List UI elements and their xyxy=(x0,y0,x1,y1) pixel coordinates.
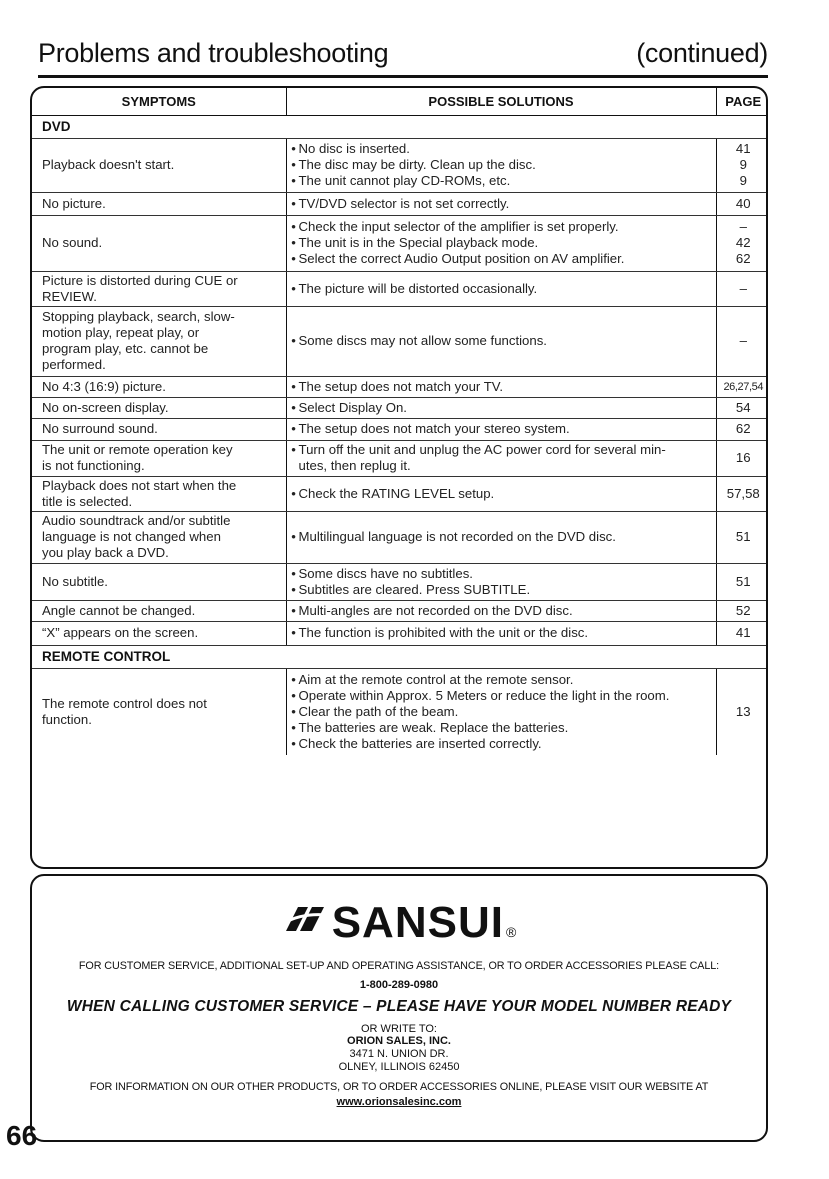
solution-text: utes, then replug it. xyxy=(298,458,411,473)
page-cell xyxy=(716,397,768,418)
write-to-label: OR WRITE TO: xyxy=(361,1023,437,1035)
symptom-line: Audio soundtrack and/or subtitle xyxy=(42,513,231,528)
symptom-line: No surround sound. xyxy=(42,421,158,436)
symptom-line: program play, etc. cannot be xyxy=(42,341,209,356)
continued-label: (continued) xyxy=(636,38,768,68)
solution-line xyxy=(289,736,710,752)
solution-line xyxy=(289,219,710,235)
table-row xyxy=(32,476,768,511)
column-header-symptoms: SYMPTOMS xyxy=(32,88,286,115)
solution-line xyxy=(289,582,710,598)
bullet-icon: • xyxy=(291,719,296,735)
solution-text: Aim at the remote control at the remote sensor. xyxy=(298,671,574,687)
solution-text: The setup does not match your stereo system. xyxy=(298,421,570,436)
symptom-line: No subtitle. xyxy=(42,573,108,589)
header-rule xyxy=(38,75,768,78)
bullet-icon: • xyxy=(291,399,296,415)
table-row xyxy=(32,440,768,476)
section-row xyxy=(32,115,768,138)
solution-line xyxy=(289,672,710,688)
bullet-icon: • xyxy=(291,333,296,348)
bullet-icon: • xyxy=(291,735,296,751)
solution-text: The setup does not match your TV. xyxy=(298,378,504,394)
solution-text: Select Display On. xyxy=(298,399,407,415)
bullet-icon: • xyxy=(291,280,296,296)
symptom-cell xyxy=(32,397,286,418)
symptom-line: No 4:3 (16:9) picture. xyxy=(42,378,166,394)
page-cell xyxy=(716,138,768,192)
symptom-line: The unit or remote operation key xyxy=(42,442,233,457)
symptom-line: language is not changed when xyxy=(42,529,221,544)
symptom-cell xyxy=(32,440,286,476)
contact-panel xyxy=(30,874,768,1142)
bullet-icon: • xyxy=(291,581,296,597)
symptom-cell xyxy=(32,138,286,192)
bullet-icon: • xyxy=(291,378,296,394)
bullet-icon: • xyxy=(291,703,296,719)
solution-line xyxy=(289,603,710,619)
page-reference: 41 xyxy=(735,141,751,156)
solution-cell xyxy=(286,600,716,621)
symptom-line: Playback does not start when the xyxy=(42,477,237,493)
table-row xyxy=(32,621,768,645)
solution-line xyxy=(289,379,710,395)
page-cell xyxy=(716,563,768,600)
solution-cell xyxy=(286,418,716,440)
solution-text: The batteries are weak. Replace the batteries. xyxy=(298,719,569,735)
solution-text: Check the RATING LEVEL setup. xyxy=(298,485,495,501)
solution-text: Subtitles are cleared. Press SUBTITLE. xyxy=(298,581,531,597)
section-row xyxy=(32,645,768,668)
bullet-icon: • xyxy=(291,485,296,501)
solution-cell xyxy=(286,511,716,563)
table-row xyxy=(32,306,768,376)
bullet-icon: • xyxy=(291,195,296,211)
solution-cell xyxy=(286,563,716,600)
table-row xyxy=(32,600,768,621)
table-row xyxy=(32,668,768,755)
page-reference: 51 xyxy=(735,573,751,589)
solution-text: The unit cannot play CD-ROMs, etc. xyxy=(298,173,511,188)
page-reference: 9 xyxy=(739,157,747,172)
solution-cell xyxy=(286,476,716,511)
page-reference: – xyxy=(739,333,747,348)
table-body xyxy=(32,115,768,755)
page-reference: 40 xyxy=(735,195,751,211)
solution-cell xyxy=(286,138,716,192)
section-title: DVD xyxy=(32,115,768,138)
page-cell xyxy=(716,215,768,271)
symptom-line: function. xyxy=(42,711,92,727)
table-row xyxy=(32,376,768,397)
solution-cell xyxy=(286,271,716,306)
solution-text: Some discs have no subtitles. xyxy=(298,565,473,581)
section-title: REMOTE CONTROL xyxy=(32,645,768,668)
sansui-emblem-icon xyxy=(282,901,328,937)
symptom-cell xyxy=(32,476,286,511)
solution-cell xyxy=(286,440,716,476)
page-reference: 26,27,54 xyxy=(723,380,764,393)
bullet-icon: • xyxy=(291,251,296,266)
page-reference: 42 xyxy=(735,235,751,250)
symptom-line: No picture. xyxy=(42,195,106,211)
symptom-line: motion play, repeat play, or xyxy=(42,325,200,340)
bullet-icon: • xyxy=(291,602,296,618)
symptom-cell xyxy=(32,563,286,600)
table-row xyxy=(32,397,768,418)
symptom-line: No on-screen display. xyxy=(42,399,169,415)
solution-line xyxy=(289,251,710,267)
symptom-line: you play back a DVD. xyxy=(42,545,169,560)
page-cell xyxy=(716,511,768,563)
solution-line xyxy=(289,235,710,251)
city-address: OLNEY, ILLINOIS 62450 xyxy=(338,1061,460,1073)
bullet-icon: • xyxy=(291,235,296,250)
bullet-icon: • xyxy=(291,529,296,544)
bullet-icon: • xyxy=(291,219,296,234)
page-cell xyxy=(716,440,768,476)
brand-name: SANSUI xyxy=(331,898,504,947)
solution-line xyxy=(289,196,710,212)
symptom-line: Angle cannot be changed. xyxy=(42,602,196,618)
solution-cell xyxy=(286,376,716,397)
symptom-line: No sound. xyxy=(42,235,103,250)
solution-line xyxy=(289,141,710,157)
symptom-line: is not functioning. xyxy=(42,458,145,473)
symptom-cell xyxy=(32,668,286,755)
page-cell xyxy=(716,668,768,755)
symptom-cell xyxy=(32,306,286,376)
solution-line xyxy=(289,566,710,582)
page-cell xyxy=(716,600,768,621)
symptom-line: Playback doesn't start. xyxy=(42,157,175,172)
solution-cell xyxy=(286,192,716,215)
column-header-page: PAGE xyxy=(716,88,768,115)
sansui-logo xyxy=(32,898,766,948)
solution-cell xyxy=(286,397,716,418)
symptom-cell xyxy=(32,192,286,215)
column-header-solutions: POSSIBLE SOLUTIONS xyxy=(286,88,716,115)
solution-cell xyxy=(286,215,716,271)
service-line: FOR CUSTOMER SERVICE, ADDITIONAL SET-UP AND OPERATING ASSISTANCE, OR TO ORDER ACCESSORIES PLEASE CALL: xyxy=(78,960,720,972)
symptom-cell xyxy=(32,215,286,271)
solution-line xyxy=(289,704,710,720)
bullet-icon: • xyxy=(291,157,296,172)
solution-line xyxy=(289,529,710,545)
solution-line xyxy=(289,400,710,416)
symptom-cell xyxy=(32,376,286,397)
symptom-line: Stopping playback, search, slow- xyxy=(42,309,235,324)
solution-text: Some discs may not allow some functions. xyxy=(298,333,547,348)
solution-text: Clear the path of the beam. xyxy=(298,703,459,719)
solution-text: The function is prohibited with the unit or the disc. xyxy=(298,625,589,640)
street-address: 3471 N. UNION DR. xyxy=(349,1048,449,1060)
bullet-icon: • xyxy=(291,141,296,156)
page-cell xyxy=(716,306,768,376)
bullet-icon: • xyxy=(291,671,296,687)
page-number: 66 xyxy=(6,1120,38,1151)
company-name: ORION SALES, INC. xyxy=(347,1035,451,1047)
page-title: Problems and troubleshooting xyxy=(38,38,389,68)
solution-text: Select the correct Audio Output position on AV amplifier. xyxy=(298,251,625,266)
solution-text: Turn off the unit and unplug the AC power cord for several min- xyxy=(298,442,666,457)
solution-line xyxy=(289,625,710,641)
page-cell xyxy=(716,418,768,440)
page-reference: – xyxy=(739,280,747,296)
website-line: FOR INFORMATION ON OUR OTHER PRODUCTS, OR TO ORDER ACCESSORIES ONLINE, PLEASE VISIT OUR WEBSITE AT xyxy=(89,1081,709,1093)
page-reference: 54 xyxy=(735,399,751,415)
solution-text: Multilingual language is not recorded on the DVD disc. xyxy=(298,529,616,544)
table-row xyxy=(32,215,768,271)
page-cell xyxy=(716,271,768,306)
bullet-icon: • xyxy=(291,687,296,703)
symptom-cell xyxy=(32,271,286,306)
registered-mark: ® xyxy=(505,924,517,940)
page-reference: 62 xyxy=(735,421,751,436)
page-reference: 9 xyxy=(739,173,747,188)
symptom-line: performed. xyxy=(42,357,106,372)
website-link[interactable]: www.orionsalesinc.com xyxy=(336,1096,462,1108)
page-cell xyxy=(716,476,768,511)
symptom-cell xyxy=(32,600,286,621)
page-cell xyxy=(716,621,768,645)
symptom-line: Picture is distorted during CUE or xyxy=(42,272,238,288)
table-row xyxy=(32,138,768,192)
phone-number: 1-800-289-0980 xyxy=(359,979,439,991)
solution-text: Multi-angles are not recorded on the DVD disc. xyxy=(298,602,573,618)
solution-cell xyxy=(286,668,716,755)
table-row xyxy=(32,563,768,600)
symptom-line: The remote control does not xyxy=(42,695,207,711)
solution-text: No disc is inserted. xyxy=(298,141,410,156)
solution-line xyxy=(289,157,710,173)
troubleshooting-table xyxy=(30,86,768,869)
table-row xyxy=(32,511,768,563)
bullet-icon: • xyxy=(291,442,296,457)
solution-line xyxy=(289,421,710,437)
page-cell xyxy=(716,376,768,397)
solution-text: The unit is in the Special playback mode. xyxy=(298,235,539,250)
solution-line xyxy=(289,720,710,736)
table-row xyxy=(32,192,768,215)
solution-line xyxy=(289,458,710,474)
page-reference: 52 xyxy=(735,602,751,618)
table-row xyxy=(32,271,768,306)
page-reference: 16 xyxy=(735,450,751,465)
solution-line xyxy=(289,442,710,458)
bullet-icon: • xyxy=(291,625,296,640)
symptom-cell xyxy=(32,418,286,440)
solution-line xyxy=(289,688,710,704)
page-header xyxy=(38,38,768,78)
page-cell xyxy=(716,192,768,215)
solution-text: TV/DVD selector is not set correctly. xyxy=(298,195,510,211)
model-number-callout: WHEN CALLING CUSTOMER SERVICE – PLEASE HAVE YOUR MODEL NUMBER READY xyxy=(66,998,732,1015)
page-reference: – xyxy=(739,219,747,234)
solution-text: Check the input selector of the amplifier is set properly. xyxy=(298,219,619,234)
solution-cell xyxy=(286,306,716,376)
page-reference: 41 xyxy=(735,625,751,640)
page-reference: 62 xyxy=(735,251,751,266)
solution-text: The disc may be dirty. Clean up the disc. xyxy=(298,157,536,172)
page-reference: 51 xyxy=(735,529,751,544)
solution-cell xyxy=(286,621,716,645)
symptom-cell xyxy=(32,621,286,645)
solution-line xyxy=(289,486,710,502)
solution-line xyxy=(289,173,710,189)
solution-text: Operate within Approx. 5 Meters or reduce the light in the room. xyxy=(298,687,670,703)
solution-line xyxy=(289,281,710,297)
solution-text: The picture will be distorted occasionally. xyxy=(298,280,538,296)
page-reference: 57,58 xyxy=(726,485,760,501)
bullet-icon: • xyxy=(291,565,296,581)
symptom-line: title is selected. xyxy=(42,493,133,509)
page-reference: 13 xyxy=(735,703,751,719)
bullet-icon: • xyxy=(291,173,296,188)
symptom-line: REVIEW. xyxy=(42,288,97,304)
bullet-icon: • xyxy=(291,421,296,436)
symptom-cell xyxy=(32,511,286,563)
solution-text: Check the batteries are inserted correctly. xyxy=(298,735,542,751)
solution-line xyxy=(289,333,710,349)
symptom-line: “X” appears on the screen. xyxy=(42,625,199,640)
table-row xyxy=(32,418,768,440)
